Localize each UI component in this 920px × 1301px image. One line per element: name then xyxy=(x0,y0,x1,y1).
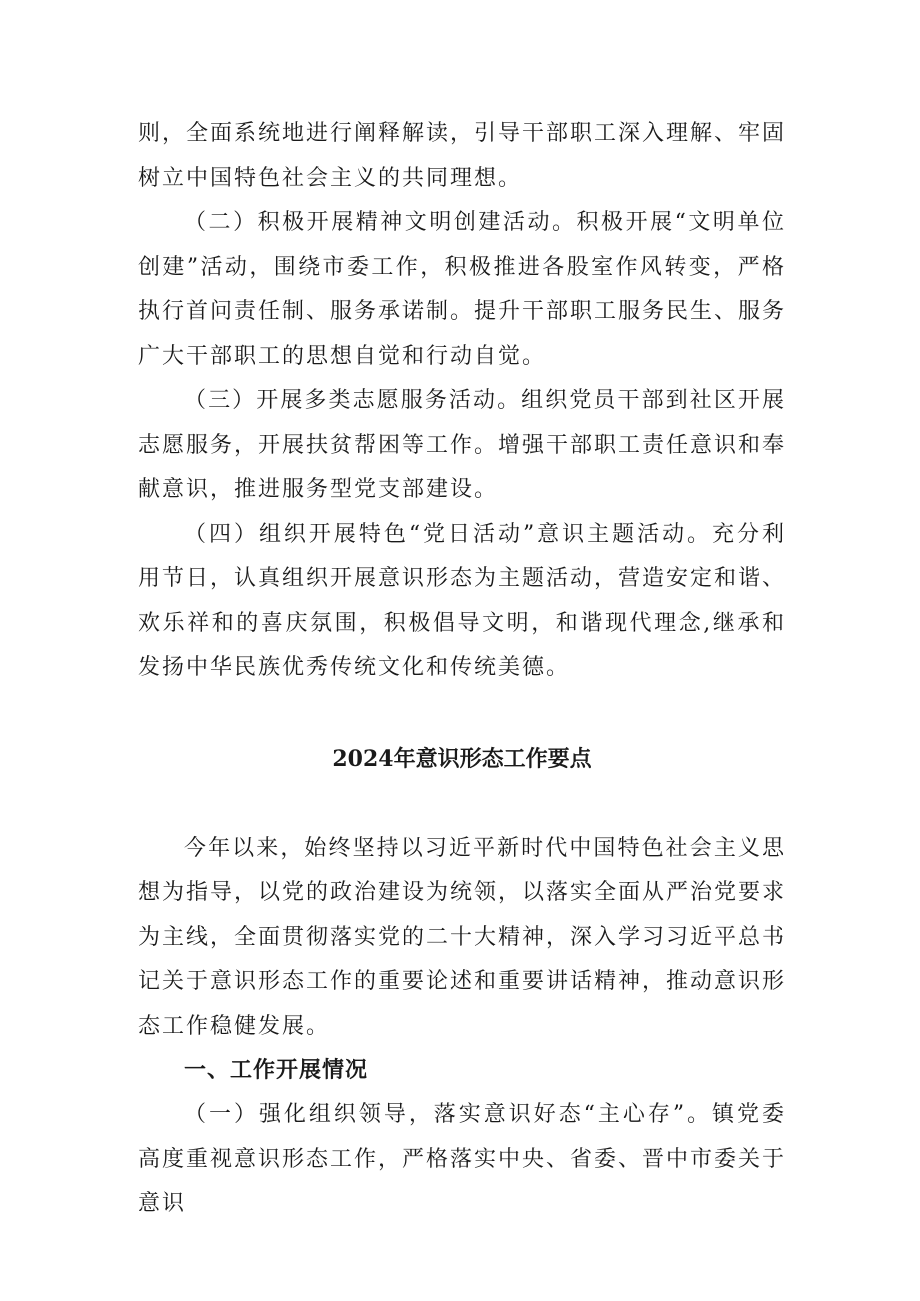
section-paragraph: （一）强化组织领导，落实意识好态“主心存”。镇党委高度重视意识形态工作，严格落实中央、省委、晋中市委关于意识 xyxy=(138,1102,787,1216)
paragraph-item-3: （三）开展多类志愿服务活动。组织党员干部到社区开展志愿服务，开展扶贫帮困等工作。增强干部职工责任意识和奉献意识，推进服务型党支部建设。 xyxy=(138,388,787,502)
document-title: 2024年意识形态工作要点 xyxy=(332,745,592,772)
section-heading: 一、工作开展情况 xyxy=(184,1058,369,1083)
paragraph-continuation: 则，全面系统地进行阐释解读，引导干部职工深入理解、牢固树立中国特色社会主义的共同理想。 xyxy=(138,121,787,191)
document-body xyxy=(138,112,786,1227)
intro-paragraph: 今年以来，始终坚持以习近平新时代中国特色社会主义思想为指导，以党的政治建设为统领，以落实全面从严治党要求为主线，全面贯彻落实党的二十大精神，深入学习习近平总书记关于意识形态工作的重要论述和重要讲话精神，推动意识形态工作稳健发展。 xyxy=(138,835,787,1039)
paragraph-item-2: （二）积极开展精神文明创建活动。积极开展“文明单位创建”活动，围绕市委工作，积极推进各股室作风转变，严格执行首问责任制、服务承诺制。提升干部职工服务民生、服务广大干部职工的思想自觉和行动自觉。 xyxy=(138,210,787,369)
paragraph-item-4: （四）组织开展特色“党日活动”意识主题活动。充分利用节日，认真组织开展意识形态为主题活动，营造安定和谐、欢乐祥和的喜庆氛围，积极倡导文明，和谐现代理念,继承和发扬中华民族优秀传统文化和传统美德。 xyxy=(138,521,787,680)
